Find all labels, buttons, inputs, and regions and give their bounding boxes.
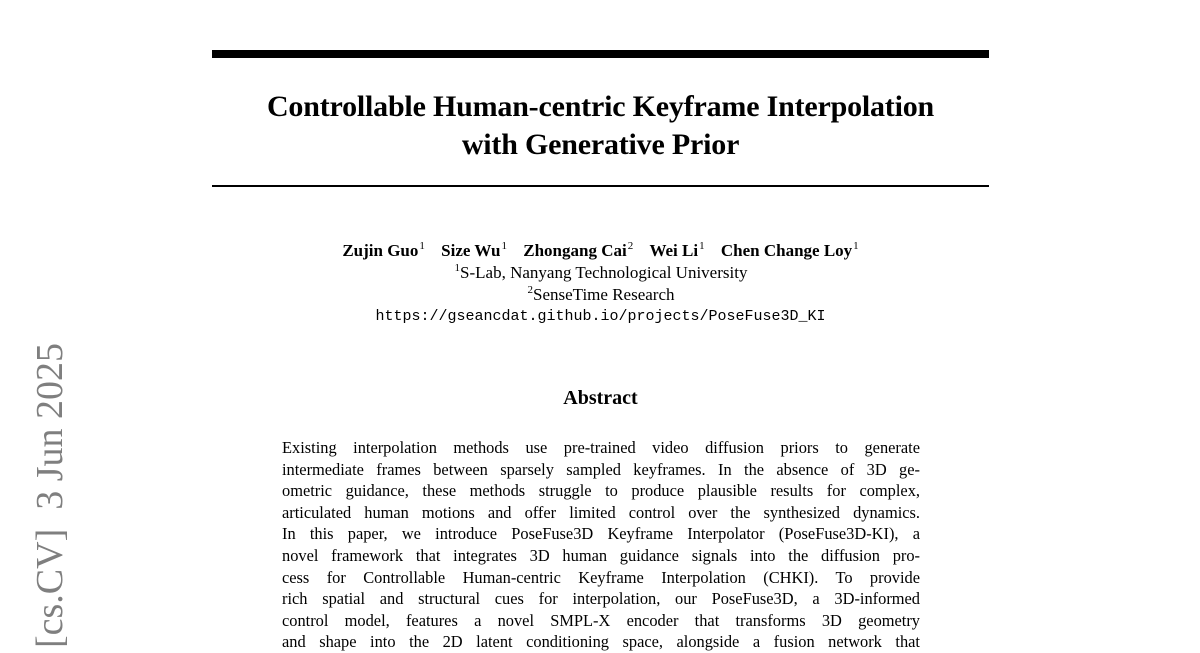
abstract-line: articulated human motions and offer limited control over the synthesized dynamics.: [282, 502, 920, 522]
affiliation-1: $^1$S-Lab, Nanyang Technological University: [454, 262, 748, 282]
author-block: [212, 240, 989, 328]
abstract-line: intermediate frames between sparsely sampled keyframes. In the absence of 3D ge-: [282, 459, 920, 479]
abstract-body: [282, 437, 920, 653]
author-list: [212, 240, 989, 262]
title-bottom-rule: [212, 185, 989, 187]
title-line-2: with Generative Prior: [461, 128, 740, 161]
author: Zujin Guo$^1$: [342, 240, 425, 260]
abstract-line: novel framework that integrates 3D human guidance signals into the diffusion pro-: [282, 545, 920, 565]
abstract-line: control model, features a novel SMPL-X encoder that transforms 3D geometry: [282, 610, 920, 630]
title-top-rule: [212, 50, 989, 58]
abstract-line: Existing interpolation methods use pre-trained video diffusion priors to generate: [282, 438, 920, 457]
abstract-line: cess for Controllable Human-centric Keyframe Interpolation (CHKI). To provide: [282, 567, 920, 587]
title-line-1: Controllable Human-centric Keyframe Interpolation: [266, 90, 935, 123]
author: Zhongang Cai$^2$: [523, 240, 634, 260]
abstract-line: ometric guidance, these methods struggle to produce plausible results for complex,: [282, 481, 920, 501]
project-url-link[interactable]: https://gseancdat.github.io/projects/PoseFuse3D_KI: [375, 308, 826, 325]
arxiv-side-stamp: [cs.CV] 3 Jun 2025: [29, 342, 71, 648]
paper-title: [212, 88, 989, 164]
abstract-line: In this paper, we introduce PoseFuse3D Keyframe Interpolator (PoseFuse3D-KI), a: [282, 524, 920, 544]
author: Wei Li$^1$: [649, 240, 705, 260]
author: Size Wu$^1$: [441, 240, 507, 260]
abstract-line: and shape into the 2D latent conditioning space, alongside a fusion network that: [282, 632, 920, 652]
abstract-heading: Abstract: [563, 387, 638, 409]
abstract-line: rich spatial and structural cues for interpolation, our PoseFuse3D, a 3D-informed: [282, 589, 920, 609]
author: Chen Change Loy$^1$: [720, 240, 859, 260]
affiliation-2: $^2$SenseTime Research: [527, 284, 675, 304]
